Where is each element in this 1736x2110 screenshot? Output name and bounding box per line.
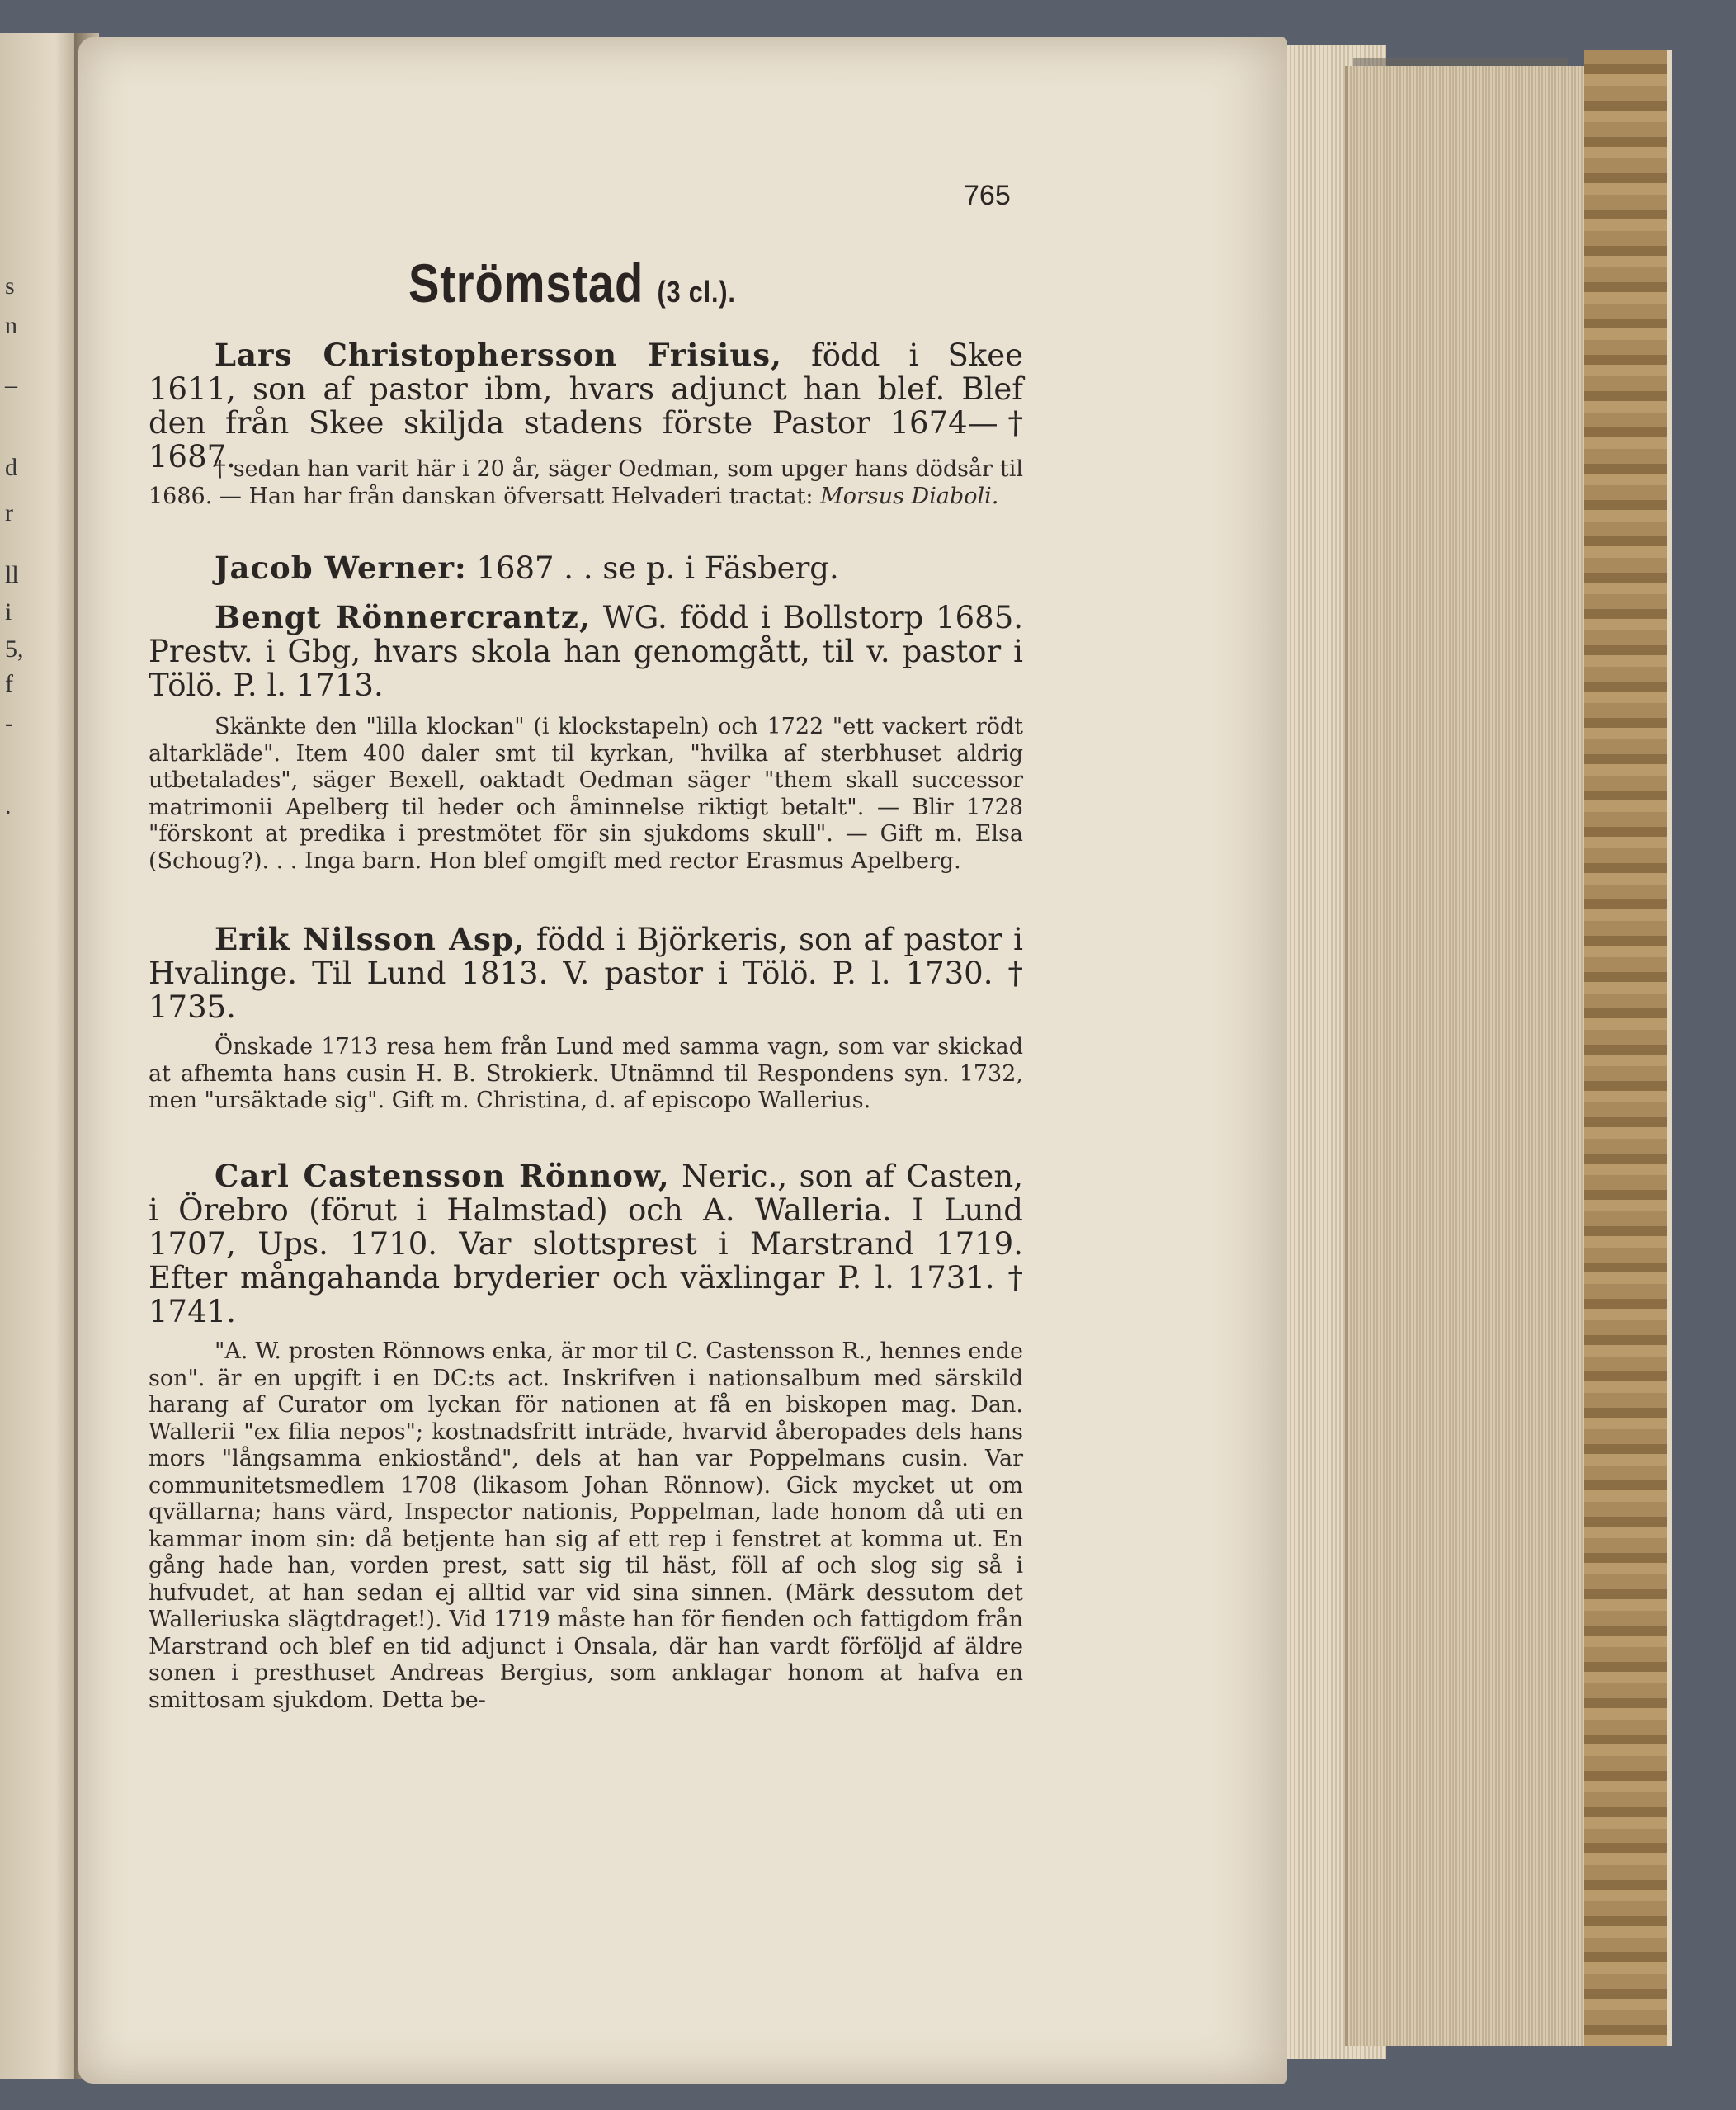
entry-text: född i Skee 1611, son af pastor ibm, hvars adjunct han blef. Blef den från Skee skiljda stadens förste Pastor 1674—† 1687. [149, 338, 1024, 474]
page-number: 765 [964, 180, 1011, 211]
margin-fragment: f [5, 670, 13, 697]
entry-name: Carl Castensson Rönnow, [215, 1158, 670, 1194]
margin-fragment: r [5, 499, 13, 526]
left-margin-fragments [0, 33, 78, 2079]
note-ronnow [149, 1338, 1023, 1714]
entry-ronnercrantz [149, 601, 1023, 702]
entry-name: Lars Christophersson Frisius, [215, 337, 782, 373]
note-asp [149, 1034, 1023, 1115]
note-text: † sedan han varit här i 20 år, säger Oedman, som upger hans dödsår til 1686. — Han har från danskan öfversatt Helvaderi tractat: [149, 456, 1023, 509]
entry-ronnow [149, 1159, 1023, 1329]
entry-name: Erik Nilsson Asp, [215, 921, 526, 957]
margin-fragment: n [5, 312, 17, 339]
margin-fragment: s [5, 272, 15, 300]
heading-title: Strömstad [408, 253, 644, 314]
margin-fragment: d [5, 454, 17, 481]
note-text: "A. W. prosten Rönnows enka, är mor til C. Castensson R., hennes ende son". är en upgift i en DC:ts act. Inskrifven i nationsalbum med särskild harang af Curator om lyckan för nationen at få en biskopen mag. Dan. Wallerii "ex filia nepos"; kostnadsfritt inträde, hvarvid åberopades dels hans mors "långsamma enkiostånd", dels at han var Poppelmans cusin. Var communitetsmedlem 1708 (likasom Johan Rönnow). Gick mycket ut om qvällarna; hans värd, Inspector nationis, Poppelman, lade honom då uti en kammar inom sin: då betjente han sig af ett rep i fenstret at komma ut. En gång hade han, vorden prest, satt sig til häst, föll af och slog sig så i hufvudet, at han sedan ej alltid var vid sina sinnen. (Märk dessutom det Walleriuska slägtdraget!). Vid 1719 måste han för fienden och fattigdom från Marstrand och blef en tid adjunct i Onsala, där han vardt förföljd af äldre sonen i presthuset Andreas Bergius, som anklagar honom at hafva en smittosam sjukdom. Detta be- [149, 1338, 1023, 1713]
heading-suffix: (3 cl.). [657, 275, 736, 309]
entry-text: född i Björkeris, son af pastor i Hvalinge. Til Lund 1813. V. pastor i Tölö. P. l. 1730. † 1735. [149, 922, 1023, 1025]
note-frisius [149, 456, 1023, 510]
margin-fragment: i [5, 598, 12, 625]
margin-fragment: – [5, 371, 17, 399]
entry-werner [149, 551, 1023, 585]
entry-asp [149, 923, 1023, 1024]
entry-text: Neric., son af Casten, i Örebro (förut i Halmstad) och A. Walleria. I Lund 1707, Ups. 1710. Var slottsprest i Marstrand 1719. Efter mångahanda bryderier och växlingar P. l. 1731. † 1741. [149, 1159, 1023, 1329]
entry-text: WG. född i Bollstorp 1685. Prestv. i Gbg, hvars skola han genomgått, til v. pastor i Tölö. P. l. 1713. [149, 600, 1024, 703]
left-page-edge [0, 33, 78, 2079]
entry-frisius [149, 338, 1023, 474]
page-heading [408, 252, 736, 314]
margin-fragment: 5, [5, 635, 24, 663]
entry-name: Bengt Rönnercrantz, [215, 599, 591, 635]
note-italic-title: Morsus Diaboli. [820, 483, 999, 509]
entry-text: 1687 . . se p. i Fäsberg. [476, 550, 839, 586]
margin-fragment: - [5, 710, 13, 737]
margin-fragment: . [5, 792, 12, 819]
entry-name: Jacob Werner: [215, 550, 467, 586]
book-cover-edge [1584, 50, 1672, 2046]
note-text: Önskade 1713 resa hem från Lund med samma vagn, som var skickad at afhemta hans cusin H. B. Strokierk. Utnämnd til Respondens syn. 1732, men "ursäktade sig". Gift m. Christina, d. af episcopo Wallerius. [149, 1034, 1023, 1113]
book-block-edge [1345, 66, 1587, 2046]
note-ronnercrantz [149, 714, 1023, 875]
margin-fragment: ll [5, 561, 19, 588]
note-text: Skänkte den "lilla klockan" (i klockstapeln) och 1722 "ett vackert rödt altarkläde". Item 400 daler smt til kyrkan, "hvilka af sterbhuset aldrig utbetalades", säger Bexell, oaktadt Oedman säger "them skall successor matrimonii Apelberg til heder och åminnelse riktigt betalt". — Blir 1728 "förskont at predika i prestmötet för sin sjukdoms skull". — Gift m. Elsa (Schoug?). . . Inga barn. Hon blef omgift med rector Erasmus Apelberg. [149, 714, 1023, 874]
